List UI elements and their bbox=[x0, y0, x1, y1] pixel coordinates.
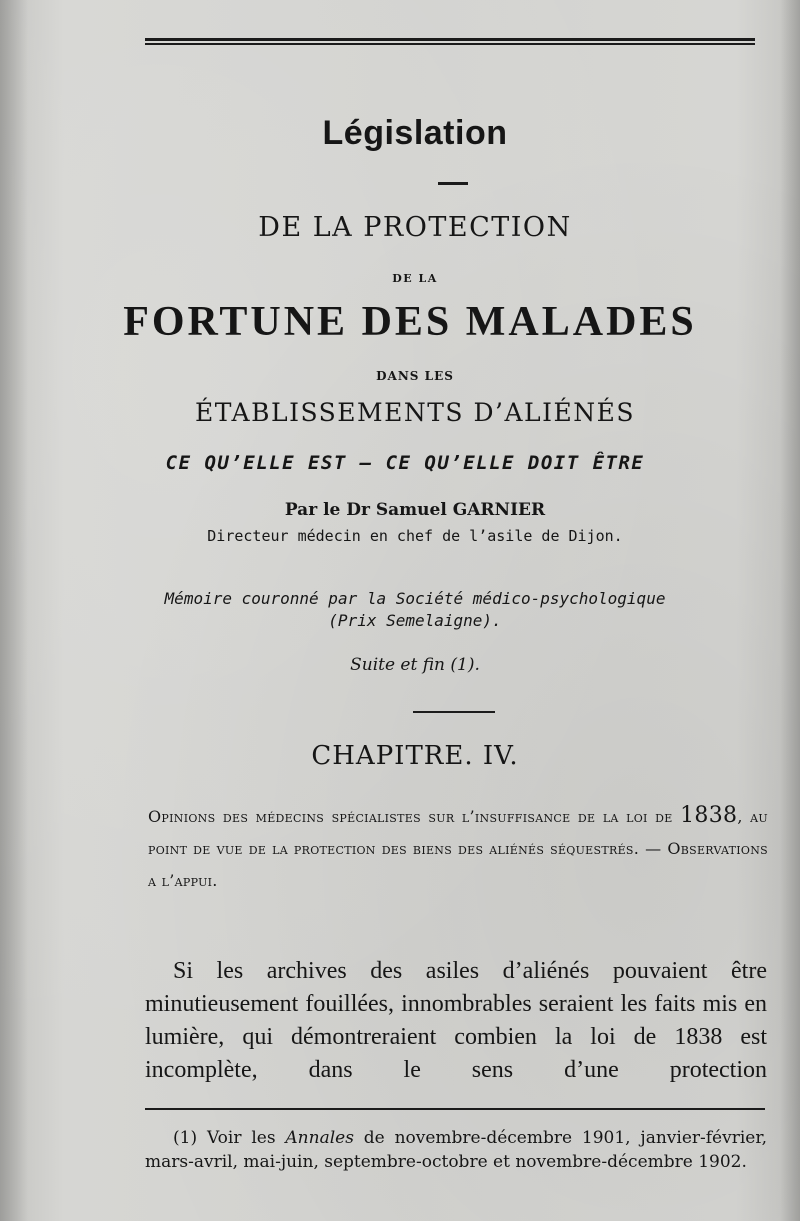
heading-separator bbox=[438, 182, 468, 185]
title-connector-1: DE LA bbox=[392, 272, 438, 285]
section-heading: Législation bbox=[322, 114, 508, 152]
chapter-summary-part-2: , au point de vue de la protection des biens des aliénés séquestrés. — Observations a l’appui. bbox=[148, 807, 768, 890]
footnote bbox=[145, 1126, 767, 1174]
author-byline: Par le Dr Samuel GARNIER bbox=[284, 500, 546, 520]
footnote-marker: (1) bbox=[173, 1128, 198, 1148]
award-note bbox=[15, 588, 800, 632]
award-line-2: (Prix Semelaigne). bbox=[328, 611, 502, 630]
footnote-journal: Annales bbox=[285, 1128, 354, 1148]
header-double-rule bbox=[145, 38, 755, 45]
award-line-1: Mémoire couronné par la Société médico-psychologique bbox=[164, 589, 666, 608]
section-divider bbox=[413, 711, 495, 713]
footnote-text-1: Voir les bbox=[206, 1128, 286, 1148]
title-line-3: ÉTABLISSEMENTS D’ALIÉNÉS bbox=[194, 398, 636, 427]
footnote-text-2: de novembre-décembre 1901, janvier-février, mars-avril, mai-juin, septembre-octobre et novembre-décembre 1902. bbox=[145, 1128, 767, 1172]
chapter-summary bbox=[148, 800, 768, 897]
subtitle: CE QU’ELLE EST — CE QU’ELLE DOIT ÊTRE bbox=[165, 452, 645, 474]
chapter-summary-part-1: Opinions des médecins spécialistes sur l’insuffisance de la loi de bbox=[148, 807, 681, 826]
title-connector-2: DANS LES bbox=[376, 369, 454, 383]
footnote-rule bbox=[145, 1108, 765, 1110]
title-line-2: FORTUNE DES MALADES bbox=[123, 299, 697, 345]
body-paragraph: Si les archives des asiles d’aliénés pouvaient être minutieusement fouillées, innombrables seraient les faits mis en lumière, qui démontreraient combien la loi de 1838 est incomplète, dans le sens d’une protection bbox=[145, 958, 767, 1083]
continuation-note: Suite et fin (1). bbox=[350, 655, 480, 675]
title-line-1: DE LA PROTECTION bbox=[258, 212, 572, 243]
chapter-summary-year: 1838 bbox=[680, 803, 738, 828]
author-role: Directeur médecin en chef de l’asile de Dijon. bbox=[207, 527, 623, 545]
chapter-heading: CHAPITRE. IV. bbox=[311, 741, 519, 771]
